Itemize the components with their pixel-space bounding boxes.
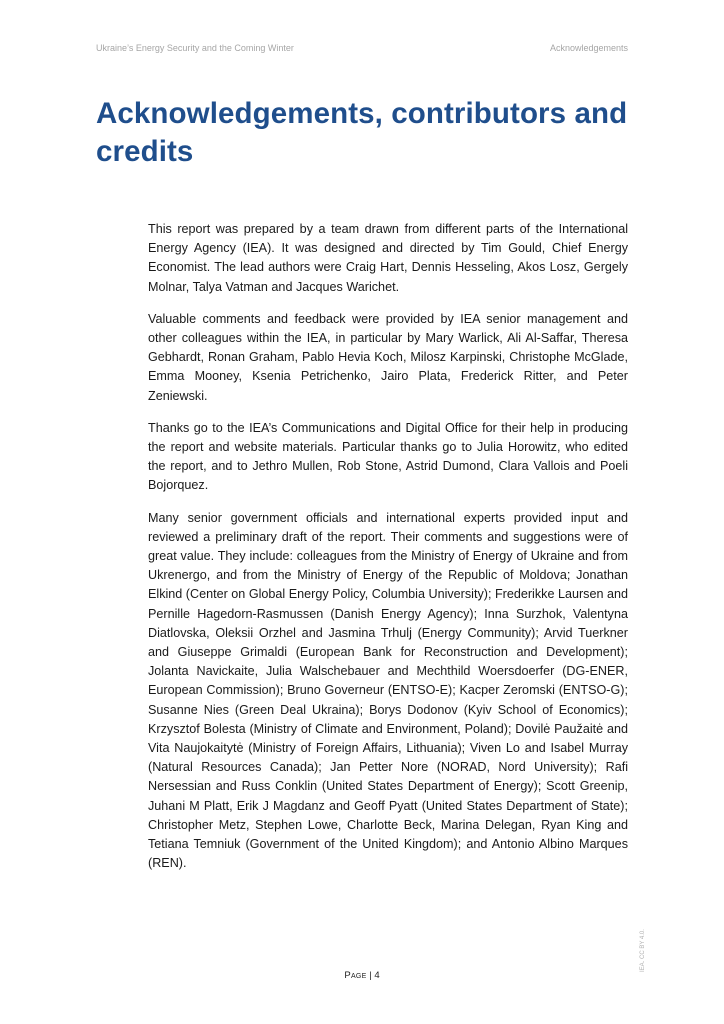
page-number: 4 <box>374 970 380 981</box>
page-footer <box>0 970 724 981</box>
paragraph-external-reviewers: Many senior government officials and international experts provided input and reviewed a preliminary draft of the report. Their comments and suggestions were of great value. They include: colleagues from the Ministry of Energy of Ukraine and from Ukrenergo, and from the Ministry of Energy of the Republic of Moldova; Jonathan Elkind (Center on Global Energy Policy, Columbia University); Frederikke Laursen and Pernille Hagedorn-Rasmussen (Danish Energy Agency); Inna Surzhok, Valentyna Diatlovska, Oleksii Orzhel and Jasmina Trhulj (Energy Community); Arvid Tuerkner and Giuseppe Grimaldi (European Bank for Reconstruction and Development); Jolanta Navickaite, Julia Walschebauer and Mechthild Woersdoerfer (DG-ENER, European Commission); Bruno Governeur (ENTSO-E); Kacper Zeromski (ENTSO-G); Susanne Nies (Green Deal Ukraina); Borys Dodonov (Kyiv School of Economics); Krzysztof Bolesta (Ministry of Climate and Environment, Poland); Dovilė Paužaitė and Vita Naujokaitytė (Ministry of Foreign Affairs, Lithuania); Viven Lo and Isabel Murray (Natural Resources Canada); Jan Petter Nore (NORAD, Nord University); Rafi Nersessian and Russ Conklin (United States Department of Energy); Scott Greenip, Juhani M Platt, Erik J Magdanz and Geoff Pyatt (United States Department of State); Christopher Metz, Stephen Lowe, Charlotte Beck, Marina Delegan, Ryan King and Tetiana Temniuk (Government of the United Kingdom); and Antonio Albino Marques (REN). <box>148 510 628 871</box>
paragraph-iea-comments: Valuable comments and feedback were provided by IEA senior management and other colleagues within the IEA, in particular by Mary Warlick, Ali Al-Saffar, Theresa Gebhardt, Ronan Graham, Pablo Hevia Koch, Milosz Karpinski, Christophe McGlade, Emma Mooney, Ksenia Petrichenko, Jairo Plata, Frederick Ritter, and Peter Zeniewski. <box>148 311 628 403</box>
paragraph-team: This report was prepared by a team drawn from different parts of the International Energy Agency (IEA). It was designed and directed by Tim Gould, Chief Energy Economist. The lead authors were Craig Hart, Dennis Hesseling, Akos Losz, Gergely Molnar, Talya Vatman and Jacques Warichet. <box>148 222 628 294</box>
header-report-title: Ukraine’s Energy Security and the Coming Winter <box>96 43 294 53</box>
acknowledgements-body <box>148 220 628 887</box>
license-note: IEA. CC BY 4.0. <box>640 929 646 972</box>
paragraph-communications: Thanks go to the IEA’s Communications and Digital Office for their help in producing the report and website materials. Particular thanks go to Julia Horowitz, who edited the report, and to Jethro Mullen, Rob Stone, Astrid Dumond, Clara Vallois and Poeli Bojorquez. <box>148 420 628 493</box>
page-label: Page <box>344 970 367 981</box>
page-title: Acknowledgements, contributors and credits <box>96 97 628 168</box>
running-header <box>96 43 628 53</box>
page-separator: | <box>366 970 375 981</box>
header-section-name: Acknowledgements <box>549 43 628 53</box>
